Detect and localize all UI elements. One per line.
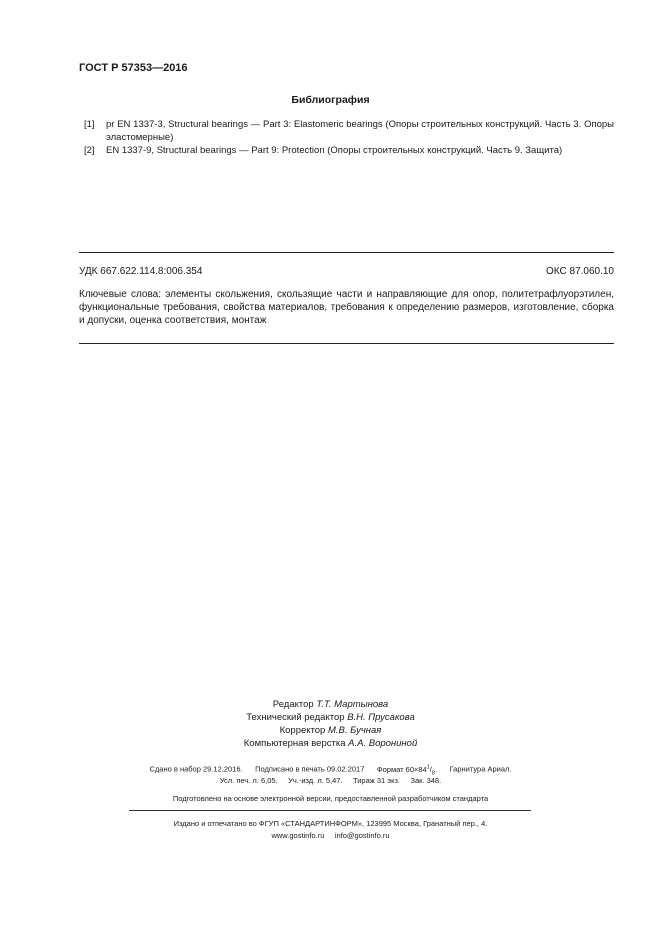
bottom-rule — [79, 343, 614, 344]
print-sheets: Усл. печ. л. 6,05. — [219, 776, 278, 785]
standard-code: ГОСТ Р 57353—2016 — [79, 62, 188, 74]
bibliography-item-number: [2] — [84, 145, 95, 156]
bibliography-title: Библиография — [291, 94, 370, 106]
corrector-label: Корректор — [279, 725, 326, 736]
bibliography-item — [84, 119, 614, 144]
bibliography-item — [84, 145, 614, 158]
layout-label: Компьютерная верстка — [243, 738, 346, 749]
oks-code: ОКС 87.060.10 — [546, 266, 614, 277]
order-number: Зак. 348. — [410, 776, 442, 785]
typeface: Гарнитура Ариал. — [449, 764, 512, 774]
tech-editor-name: В.Н. Прусакова — [347, 712, 415, 723]
format: Формат $60\times 84^1/_8$. — [376, 764, 438, 776]
submitted-date: Сдано в набор 29.12.2016. — [149, 764, 243, 774]
layout-credit — [0, 737, 661, 750]
publisher-line: Издано и отпечатано во ФГУП «СТАНДАРТИНФОРМ», 123995 Москва, Гранатный пер., 4. — [173, 819, 488, 828]
layout-name: А.А. Ворониной — [348, 738, 418, 749]
contacts-line — [0, 829, 661, 842]
tech-editor-credit — [0, 711, 661, 724]
print-run: Тираж 31 экз. — [352, 776, 401, 785]
corrector-credit — [0, 724, 661, 737]
prepared-note: Подготовлено на основе электронной версии, предоставленной разработчиком стандарта — [172, 794, 489, 803]
bibliography-item-text: EN 1337-9, Structural bearings — Part 9: Protection (Опоры строительных конструкций. Часть 9. Защита) — [106, 145, 563, 156]
editor-credit — [0, 698, 661, 711]
publisher-sheets: Уч.-изд. л. 5,47. — [288, 776, 343, 785]
editor-label: Редактор — [272, 699, 314, 710]
top-rule — [79, 252, 614, 253]
imprint-line-2 — [0, 774, 661, 787]
udk-code: УДК 667.622.114.8:006.354 — [79, 266, 203, 277]
tech-editor-label: Технический редактор — [246, 712, 345, 723]
editor-name: Т.Т. Мартынова — [316, 699, 389, 710]
website-link[interactable]: www.gostinfo.ru — [271, 831, 325, 840]
bibliography-item-number: [1] — [84, 119, 95, 130]
corrector-name: М.В. Бучная — [327, 725, 382, 736]
staff-credits — [0, 698, 661, 750]
imprint-rule — [129, 810, 531, 811]
bibliography-item-text: pr EN 1337-3, Structural bearings — Part 3: Elastomeric bearings (Опоры строительных конструкций. Часть 3. Опоры эластомерные) — [106, 119, 614, 143]
keywords: Ключевые слова: элементы скольжения, скользящие части и направляющие для опор, политетрафлуорэтилен, функциональные требования, свойства материалов, требования к определению размеров, изготовление, сборка и допуски, оценка соответствия, монтаж — [79, 289, 614, 326]
email-link[interactable]: info@gostinfo.ru — [334, 831, 390, 840]
signed-date: Подписано в печать 09.02.2017 — [255, 764, 365, 774]
